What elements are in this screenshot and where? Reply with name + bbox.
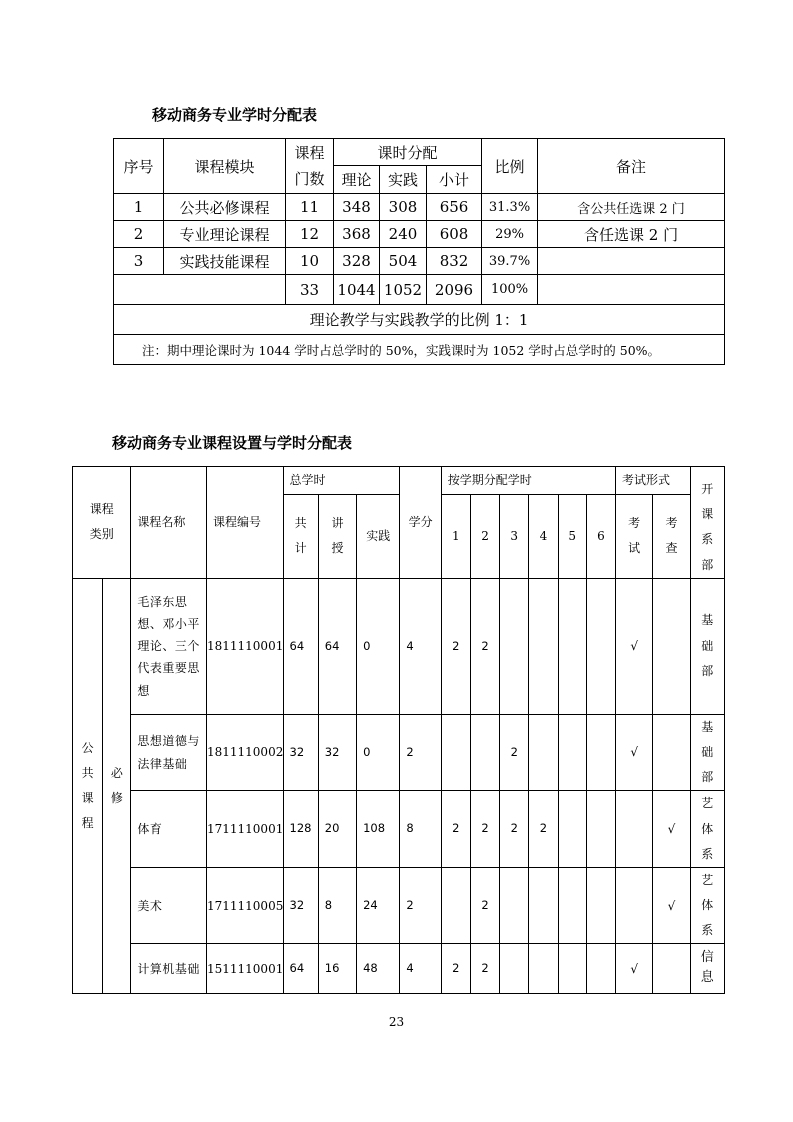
total-row xyxy=(114,275,725,305)
course-practice: 0 xyxy=(357,714,400,791)
cell-subtotal: 656 xyxy=(427,194,482,221)
course-s4 xyxy=(529,714,558,791)
table1-title: 移动商务专业学时分配表 xyxy=(152,106,318,124)
ratio-note: 理论教学与实践教学的比例 1：1 xyxy=(114,305,725,335)
course-lecture: 32 xyxy=(318,714,356,791)
header-exam-form: 考试形式 xyxy=(616,467,691,495)
course-s5 xyxy=(558,578,586,714)
course-practice: 48 xyxy=(357,944,400,994)
header-total: 共计 xyxy=(283,494,318,578)
course-s6 xyxy=(586,714,615,791)
header-ratio: 比例 xyxy=(482,139,538,194)
cell-seq: 2 xyxy=(114,221,164,248)
course-s4: 2 xyxy=(529,791,558,868)
course-credit: 2 xyxy=(400,714,441,791)
course-s1 xyxy=(441,867,470,944)
course-check: √ xyxy=(653,867,690,944)
course-s3: 2 xyxy=(500,791,529,868)
course-credit: 4 xyxy=(400,578,441,714)
cell-seq: 3 xyxy=(114,248,164,275)
course-total: 64 xyxy=(283,578,318,714)
table-row xyxy=(73,791,725,868)
course-exam: √ xyxy=(616,578,653,714)
course-s1: 2 xyxy=(441,791,470,868)
header-hours: 课时分配 xyxy=(334,139,482,166)
header-lecture: 讲授 xyxy=(318,494,356,578)
cell-remark: 含任选课 2 门 xyxy=(538,221,725,248)
cell-module: 实践技能课程 xyxy=(164,248,286,275)
cell-practice: 308 xyxy=(380,194,427,221)
course-name: 毛泽东思想、邓小平理论、三个代表重要思想 xyxy=(131,578,207,714)
table2-title: 移动商务专业课程设置与学时分配表 xyxy=(112,434,353,452)
cell-module: 专业理论课程 xyxy=(164,221,286,248)
header-total-hours: 总学时 xyxy=(283,467,400,495)
cell-remark xyxy=(538,248,725,275)
course-s3 xyxy=(500,944,529,994)
course-lecture: 8 xyxy=(318,867,356,944)
course-check: √ xyxy=(653,791,690,868)
table-row xyxy=(114,221,725,248)
course-s6 xyxy=(586,867,615,944)
header-remark: 备注 xyxy=(538,139,725,194)
cell-theory: 348 xyxy=(334,194,380,221)
course-credit: 4 xyxy=(400,944,441,994)
table-row xyxy=(73,578,725,714)
course-s1: 2 xyxy=(441,944,470,994)
course-dept: 基础部 xyxy=(690,578,724,714)
course-s1 xyxy=(441,714,470,791)
course-lecture: 64 xyxy=(318,578,356,714)
course-s6 xyxy=(586,944,615,994)
course-s1: 2 xyxy=(441,578,470,714)
cell-theory: 368 xyxy=(334,221,380,248)
course-name: 体育 xyxy=(131,791,207,868)
course-s5 xyxy=(558,791,586,868)
cell-remark: 含公共任选课 2 门 xyxy=(538,194,725,221)
table-row xyxy=(73,714,725,791)
course-exam xyxy=(616,867,653,944)
header-category: 课程类别 xyxy=(73,467,131,579)
total-practice: 1052 xyxy=(380,275,427,305)
cell-theory: 328 xyxy=(334,248,380,275)
header-check: 考查 xyxy=(653,494,690,578)
header-count: 课程门数 xyxy=(286,139,334,194)
course-practice: 24 xyxy=(357,867,400,944)
header-s1: 1 xyxy=(441,494,470,578)
total-remark xyxy=(538,275,725,305)
course-check xyxy=(653,714,690,791)
cell-subtotal: 832 xyxy=(427,248,482,275)
cell-module: 公共必修课程 xyxy=(164,194,286,221)
course-total: 32 xyxy=(283,714,318,791)
course-code: 1711110001 xyxy=(206,791,283,868)
header-practice: 实践 xyxy=(357,494,400,578)
page-number: 23 xyxy=(388,1015,405,1029)
course-name: 计算机基础 xyxy=(131,944,207,994)
course-name: 思想道德与法律基础 xyxy=(131,714,207,791)
course-s2: 2 xyxy=(470,867,499,944)
course-code: 1811110001 xyxy=(206,578,283,714)
course-s2 xyxy=(470,714,499,791)
course-total: 128 xyxy=(283,791,318,868)
cell-ratio: 29% xyxy=(482,221,538,248)
header-course-name: 课程名称 xyxy=(131,467,207,579)
course-practice: 0 xyxy=(357,578,400,714)
header-credit: 学分 xyxy=(400,467,441,579)
total-ratio: 100% xyxy=(482,275,538,305)
course-s3: 2 xyxy=(500,714,529,791)
cell-count: 12 xyxy=(286,221,334,248)
course-s2: 2 xyxy=(470,578,499,714)
course-s6 xyxy=(586,578,615,714)
table-row xyxy=(73,867,725,944)
hours-allocation-table xyxy=(113,138,725,365)
course-s5 xyxy=(558,714,586,791)
course-s5 xyxy=(558,867,586,944)
header-s6: 6 xyxy=(586,494,615,578)
total-label-cell xyxy=(114,275,286,305)
table-row xyxy=(114,248,725,275)
course-total: 64 xyxy=(283,944,318,994)
course-dept: 艺体系 xyxy=(690,791,724,868)
header-subtotal: 小计 xyxy=(427,166,482,194)
course-dept: 基础部 xyxy=(690,714,724,791)
header-s4: 4 xyxy=(529,494,558,578)
course-s3 xyxy=(500,578,529,714)
course-exam xyxy=(616,791,653,868)
header-exam: 考试 xyxy=(616,494,653,578)
total-subtotal: 2096 xyxy=(427,275,482,305)
course-s6 xyxy=(586,791,615,868)
cell-subtotal: 608 xyxy=(427,221,482,248)
header-theory: 理论 xyxy=(334,166,380,194)
course-check xyxy=(653,944,690,994)
header-semester-hours: 按学期分配学时 xyxy=(441,467,615,495)
total-theory: 1044 xyxy=(334,275,380,305)
total-count: 33 xyxy=(286,275,334,305)
course-check xyxy=(653,578,690,714)
header-course-code: 课程编号 xyxy=(206,467,283,579)
course-s3 xyxy=(500,867,529,944)
course-exam: √ xyxy=(616,944,653,994)
header-s5: 5 xyxy=(558,494,586,578)
cell-seq: 1 xyxy=(114,194,164,221)
course-s4 xyxy=(529,578,558,714)
course-exam: √ xyxy=(616,714,653,791)
course-credit: 2 xyxy=(400,867,441,944)
course-s4 xyxy=(529,867,558,944)
header-module: 课程模块 xyxy=(164,139,286,194)
course-schedule-table xyxy=(72,466,725,994)
cell-ratio: 31.3% xyxy=(482,194,538,221)
cell-ratio: 39.7% xyxy=(482,248,538,275)
table-row xyxy=(73,944,725,994)
course-s5 xyxy=(558,944,586,994)
course-total: 32 xyxy=(283,867,318,944)
cell-count: 10 xyxy=(286,248,334,275)
course-code: 1711110005 xyxy=(206,867,283,944)
footnote: 注：期中理论课时为 1044 学时占总学时的 50%，实践课时为 1052 学时占总学时的 50%。 xyxy=(114,335,725,365)
cell-practice: 504 xyxy=(380,248,427,275)
course-s4 xyxy=(529,944,558,994)
course-credit: 8 xyxy=(400,791,441,868)
cell-practice: 240 xyxy=(380,221,427,248)
cell-count: 11 xyxy=(286,194,334,221)
course-s2: 2 xyxy=(470,791,499,868)
table-row xyxy=(114,194,725,221)
course-dept: 信息 xyxy=(690,944,724,994)
course-lecture: 20 xyxy=(318,791,356,868)
course-dept: 艺体系 xyxy=(690,867,724,944)
header-practice: 实践 xyxy=(380,166,427,194)
subcategory-cell: 必修 xyxy=(103,578,131,994)
header-s3: 3 xyxy=(500,494,529,578)
header-seq: 序号 xyxy=(114,139,164,194)
course-s2: 2 xyxy=(470,944,499,994)
course-code: 1511110001 xyxy=(206,944,283,994)
course-practice: 108 xyxy=(357,791,400,868)
header-dept: 开课系部 xyxy=(690,467,724,579)
course-code: 1811110002 xyxy=(206,714,283,791)
course-lecture: 16 xyxy=(318,944,356,994)
category-cell: 公共课程 xyxy=(73,578,103,994)
header-s2: 2 xyxy=(470,494,499,578)
course-name: 美术 xyxy=(131,867,207,944)
